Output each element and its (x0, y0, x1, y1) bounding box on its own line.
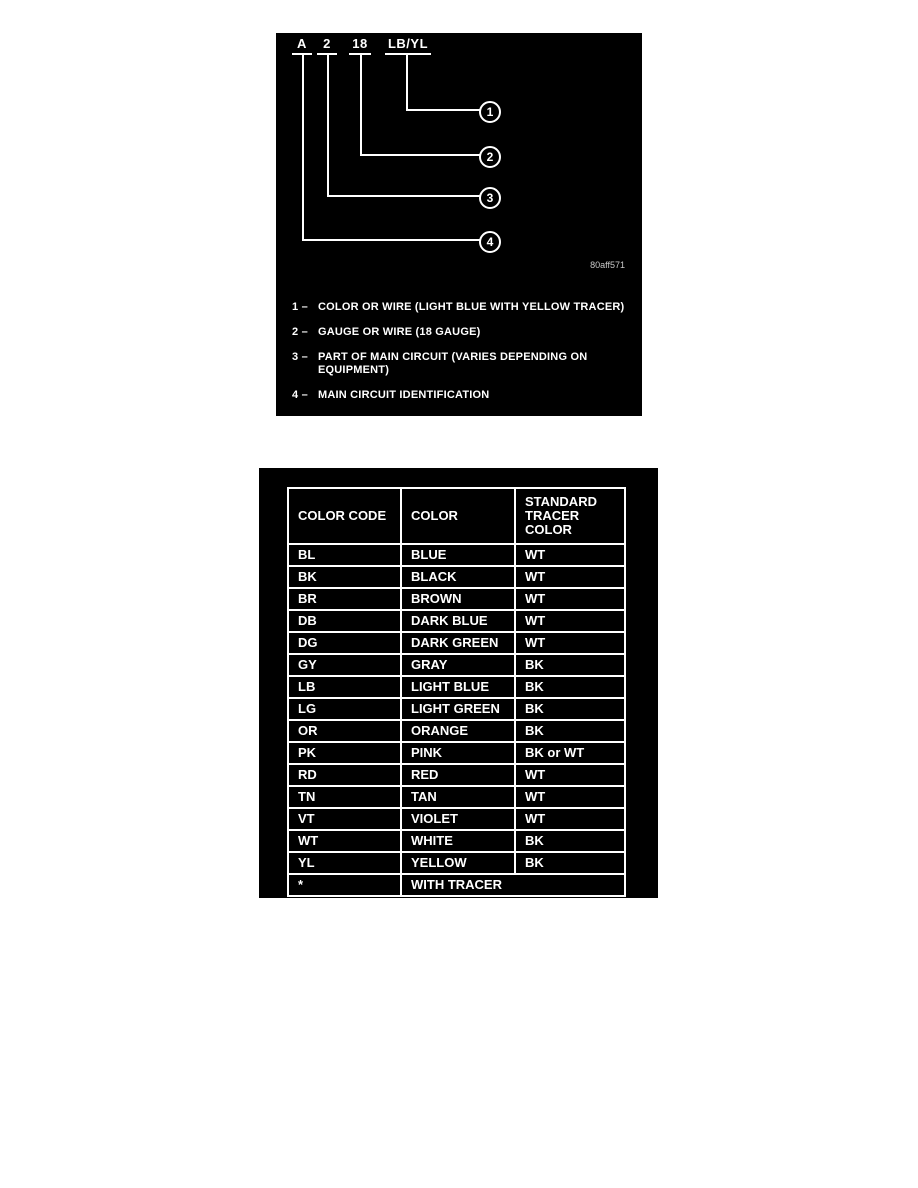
table-row (288, 764, 625, 786)
callout-circle-3: 3 (479, 187, 501, 209)
table-row (288, 654, 625, 676)
callout-circle-1: 1 (479, 101, 501, 123)
cell-tracer: BK or WT (515, 742, 625, 764)
table-row (288, 544, 625, 566)
cell-color: LIGHT BLUE (401, 676, 515, 698)
cell-tracer: BK (515, 830, 625, 852)
legend-item-text: COLOR OR WIRE (LIGHT BLUE WITH YELLOW TRACER) (318, 301, 625, 313)
legend-item-text: MAIN CIRCUIT IDENTIFICATION (318, 389, 490, 401)
cell-asterisk: * (288, 874, 401, 896)
legend-item-1 (292, 301, 634, 314)
leader-line-vertical-2 (360, 55, 362, 156)
cell-tracer: WT (515, 588, 625, 610)
cell-code: PK (288, 742, 401, 764)
cell-code: LB (288, 676, 401, 698)
code-token-gauge: 18 (349, 37, 371, 55)
cell-tracer: WT (515, 566, 625, 588)
header-standard-tracer: STANDARD TRACER COLOR (515, 488, 625, 544)
table-row (288, 676, 625, 698)
cell-code: OR (288, 720, 401, 742)
cell-code: BR (288, 588, 401, 610)
cell-with-tracer: WITH TRACER (401, 874, 625, 896)
cell-color: VIOLET (401, 808, 515, 830)
cell-color: GRAY (401, 654, 515, 676)
color-code-table (287, 487, 626, 897)
table-header-row (288, 488, 625, 544)
table-row (288, 588, 625, 610)
cell-code: WT (288, 830, 401, 852)
table-row (288, 698, 625, 720)
code-token-main-circuit: A (292, 37, 312, 55)
table-row (288, 610, 625, 632)
cell-code: GY (288, 654, 401, 676)
cell-code: LG (288, 698, 401, 720)
cell-tracer: WT (515, 808, 625, 830)
table-row (288, 742, 625, 764)
cell-code: VT (288, 808, 401, 830)
cell-tracer: WT (515, 786, 625, 808)
cell-color: LIGHT GREEN (401, 698, 515, 720)
leader-line-vertical-4 (302, 55, 304, 241)
code-token-circuit-part: 2 (317, 37, 337, 55)
cell-color: PINK (401, 742, 515, 764)
legend-item-3 (292, 351, 634, 377)
legend-item-4 (292, 389, 634, 402)
cell-tracer: BK (515, 676, 625, 698)
leader-line-horizontal-3 (327, 195, 480, 197)
table-row (288, 632, 625, 654)
cell-code: TN (288, 786, 401, 808)
cell-color: DARK GREEN (401, 632, 515, 654)
cell-tracer: BK (515, 654, 625, 676)
diagram-legend (292, 301, 634, 414)
cell-color: YELLOW (401, 852, 515, 874)
cell-code: BK (288, 566, 401, 588)
legend-item-2 (292, 326, 634, 339)
leader-line-vertical-1 (406, 55, 408, 111)
cell-color: RED (401, 764, 515, 786)
cell-code: RD (288, 764, 401, 786)
cell-color: WHITE (401, 830, 515, 852)
legend-item-number: 4 – (292, 389, 308, 401)
table-row (288, 852, 625, 874)
header-color-code: COLOR CODE (288, 488, 401, 544)
leader-line-horizontal-2 (360, 154, 480, 156)
legend-item-text: GAUGE OR WIRE (18 GAUGE) (318, 326, 481, 338)
cell-tracer: WT (515, 610, 625, 632)
cell-tracer: BK (515, 852, 625, 874)
leader-line-vertical-3 (327, 55, 329, 197)
cell-tracer: WT (515, 764, 625, 786)
cell-code: YL (288, 852, 401, 874)
legend-item-number: 2 – (292, 326, 308, 338)
table-footer-row (288, 874, 625, 896)
wire-code-diagram-panel (276, 33, 642, 416)
cell-color: BLUE (401, 544, 515, 566)
cell-tracer: BK (515, 720, 625, 742)
cell-tracer: WT (515, 544, 625, 566)
cell-color: ORANGE (401, 720, 515, 742)
cell-color: BLACK (401, 566, 515, 588)
leader-line-horizontal-1 (406, 109, 480, 111)
callout-circle-4: 4 (479, 231, 501, 253)
cell-code: BL (288, 544, 401, 566)
figure-id-watermark: 80aff571 (590, 260, 625, 270)
table-row (288, 808, 625, 830)
table-row (288, 566, 625, 588)
legend-item-text: PART OF MAIN CIRCUIT (VARIES DEPENDING ON EQUIPMENT) (318, 351, 588, 376)
color-code-table-panel (259, 468, 658, 898)
legend-item-number: 1 – (292, 301, 308, 313)
cell-code: DG (288, 632, 401, 654)
legend-item-number: 3 – (292, 351, 308, 363)
table-row (288, 786, 625, 808)
cell-code: DB (288, 610, 401, 632)
code-token-wire-color: LB/YL (385, 37, 431, 55)
cell-color: BROWN (401, 588, 515, 610)
callout-circle-2: 2 (479, 146, 501, 168)
table-row (288, 720, 625, 742)
header-color: COLOR (401, 488, 515, 544)
cell-tracer: WT (515, 632, 625, 654)
cell-color: DARK BLUE (401, 610, 515, 632)
cell-tracer: BK (515, 698, 625, 720)
cell-color: TAN (401, 786, 515, 808)
table-row (288, 830, 625, 852)
leader-line-horizontal-4 (302, 239, 480, 241)
